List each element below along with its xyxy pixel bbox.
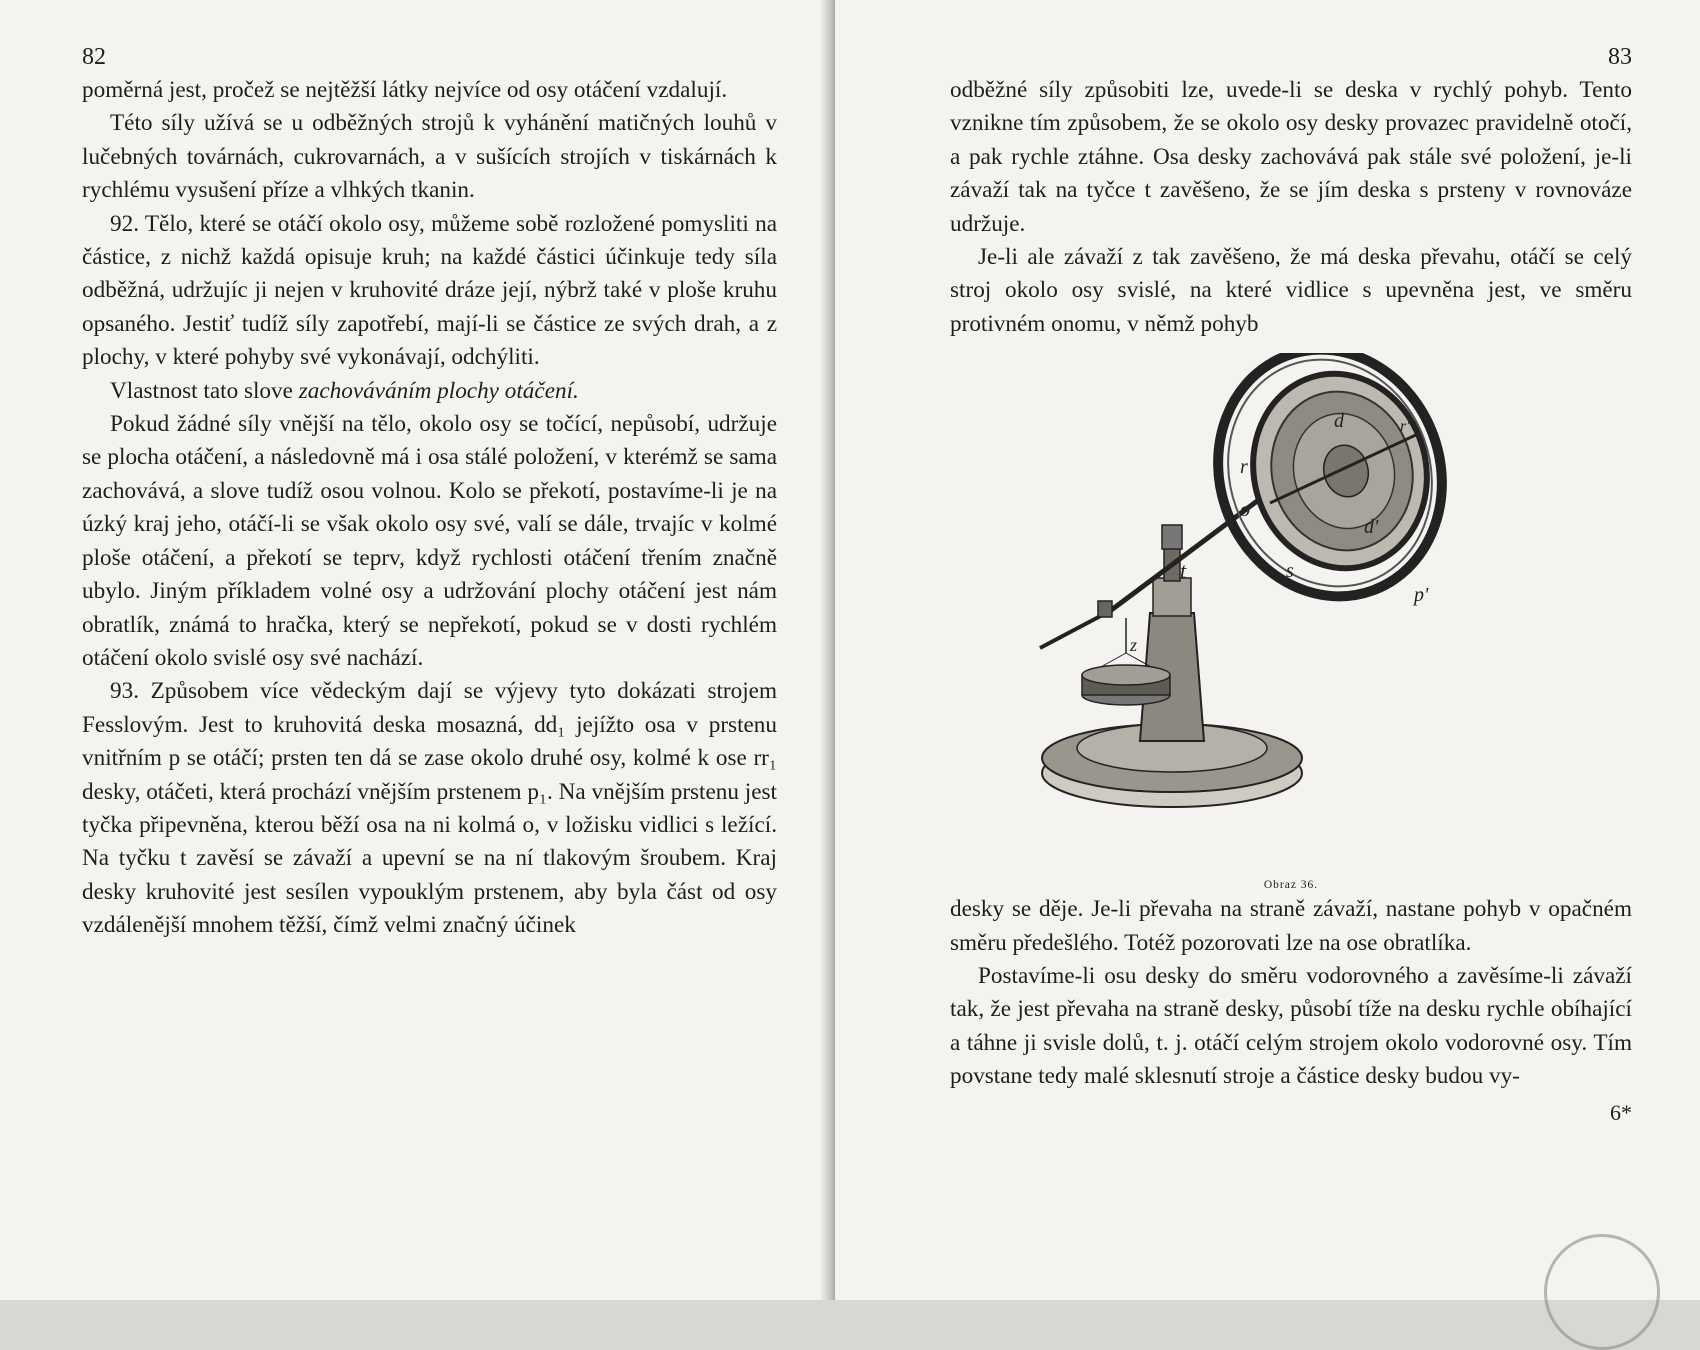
label-d1: d' <box>1364 516 1379 539</box>
italic-prefix: Vlastnost tato slove <box>110 377 299 404</box>
paragraph-r3: desky se děje. Je-li převaha na straně závaží, nastane pohyb v opačném směru předešlého. Totéž pozorovati lze na ose obratlíka. <box>950 896 1632 956</box>
paragraph-2: Této síly užívá se u odběžných strojů k vyhánění matičných louhů v lučebných továrnách, cukrovarnách, a v sušících strojích v tiskárnách k rychlému vysušení příze a vlhkých tkanin. <box>82 110 777 204</box>
page-number-left: 82 <box>82 44 106 70</box>
page-number-right: 83 <box>1608 44 1632 70</box>
paragraph-5: 93. Způsobem více vědeckým dají se výjevy tyto dokázati strojem Fesslovým. Jest to kruhovitá deska mosazná, dd₁ jejížto osa v prstenu vnitřním p se otáčí; prsten ten dá se zase okolo druhé osy, kolmé k ose rr₁ desky, otáčeti, která prochází vnějším prstenem p₁. Na vnějším prstenu jest tyčka připevněna, kterou běží osa na ni kolmá o, v ložisku vidlici s ležící. Na tyčku t zavěsí se závaží a upevní se na ní tlakovým šroubem. Kraj desky kruhovité jest sesílen vypouklým prstenem, aby byla část od osy vzdálenější mnohem těžší, čímž velmi značný účinek <box>82 678 777 939</box>
label-r1: r' <box>1400 418 1410 436</box>
signature-mark: 6* <box>1610 1099 1632 1125</box>
right-page <box>835 0 1700 1300</box>
label-o: o <box>1240 499 1250 522</box>
label-s: s <box>1286 560 1294 583</box>
paragraph-r1: odběžné síly způsobiti lze, uvede-li se deska v rychlý pohyb. Tento vznikne tím způsobem, že se okolo osy desky provazec pravidelně otočí, a pak rychle ztáhne. Osa desky zachovává pak stále své položení, je-li závaží tak na tyčce t zavěšeno, že se jím deska s prsteny v rovnováze udržuje. <box>950 77 1632 237</box>
figure-caption: Obraz 36. <box>1263 879 1319 892</box>
paragraph-r2: Je-li ale závaží z tak zavěšeno, že má deska převahu, otáčí se celý stroj okolo osy svislé, na které vidlice s upevněna jest, ve směru protivném onomu, v němž pohyb <box>950 244 1632 337</box>
gyroscope-illustration <box>950 353 1632 873</box>
paragraph-4: Pokud žádné síly vnější na tělo, okolo osy se točící, nepůsobí, udržuje se plocha otáčení, a následovně má i osa stálé položení, v kterémž se sama zachovává, a slove tudíž osou volnou. Kolo se překotí, postavíme-li je na úzký kraj jeho, otáčí-li se však okolo osy své, valí se dále, trvajíc v kolmé ploše otáčení, a překotí se teprv, když rychlosti otáčení třením značně ubylo. Jiným příkladem volné osy a udržování plochy otáčení jest nám obratlík, známá to hračka, který se nepřekotí, pokud se v dosti rychlém otáčení okolo svislé osy své nachází. <box>82 411 777 671</box>
paragraph-1: poměrná jest, pročež se nejtěžší látky nejvíce od osy otáčení vzdalují. <box>82 77 728 103</box>
label-t: t <box>1180 558 1187 584</box>
paragraph-3: 92. Tělo, které se otáčí okolo osy, můžeme sobě rozložené pomysliti na částice, z nichž každá opisuje kruh; na každé částici účinkuje tedy síla odběžná, udržujíc ji nejen v kruhovité dráze její, nýbrž také v ploše kruhu opsaného. Jestiť tudíž síly zapotřebí, mají-li se částice ze svých drah, a z plochy, v které pohyby své vykonávají, odchýliti. <box>82 210 777 371</box>
paragraph-italic <box>82 375 777 408</box>
left-page <box>0 0 835 1300</box>
label-z: z <box>1130 635 1138 656</box>
label-r: r <box>1240 456 1248 479</box>
label-d: d <box>1334 410 1344 433</box>
italic-term: zachováváním plochy otáčení. <box>298 377 579 404</box>
library-stamp <box>1544 1234 1660 1350</box>
fessel-apparatus-figure <box>950 353 1632 893</box>
label-p1: p' <box>1414 584 1429 607</box>
paragraph-r4: Postavíme-li osu desky do směru vodorovného a zavěsíme-li závaží tak, že jest převaha na straně desky, působí tíže na desku rychle obíhající a táhne ji svisle dolů, t. j. otáčí celým strojem okolo vodorovné osy. Tím povstane tedy malé sklesnutí stroje a částice desky budou vy- <box>950 963 1632 1090</box>
